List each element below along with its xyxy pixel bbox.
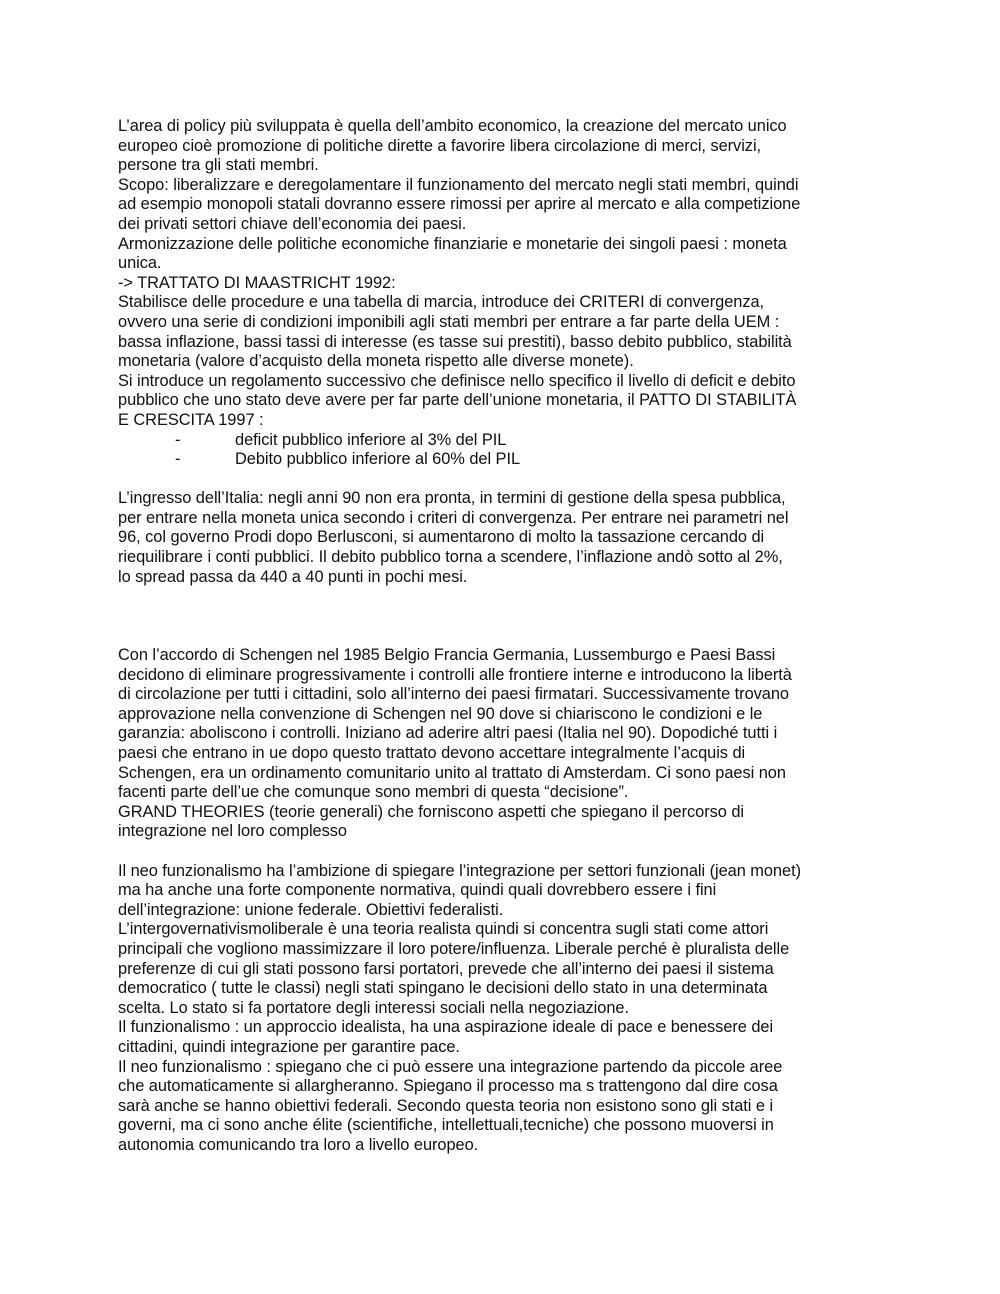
heading-maastricht: -> TRATTATO DI MAASTRICHT 1992:: [118, 273, 396, 292]
text-line: 96, col governo Prodi dopo Berlusconi, si aumentarono di molto la tassazione cercando di: [118, 528, 765, 547]
section-economic-policy: [118, 117, 888, 470]
text-line: approvazione nella convenzione di Schengen nel 90 dove si chiariscono le condizioni e le: [118, 704, 763, 723]
section-italy-entry: [118, 489, 888, 587]
text-line: monetaria (valore d’acquisto della moneta rispetto alle diverse monete).: [118, 352, 634, 371]
text-line: riequilibrare i conti pubblici. Il debito pubblico torna a scendere, l’inflazione andò sotto al 2%,: [118, 548, 783, 567]
text-line: Scopo: liberalizzare e deregolamentare il funzionamento del mercato negli stati membri, quindi: [118, 175, 799, 194]
bullet-text: Debito pubblico inferiore al 60% del PIL: [235, 450, 521, 469]
paragraph-gap: [118, 587, 888, 646]
text-line: unica.: [118, 254, 162, 273]
text-line: dei privati settori chiave dell’economia dei paesi.: [118, 214, 467, 233]
bullet-dash: -: [175, 450, 181, 469]
text-line: Il neo funzionalismo : spiegano che ci può essere una integrazione partendo da piccole aree: [118, 1057, 783, 1076]
text-line: facenti parte dell’ue che comunque sono membri di questa “decisione”.: [118, 783, 629, 802]
text-line: democratico ( tutte le classi) negli stati spingano le decisioni dello stato in una determinata: [118, 979, 768, 998]
text-line: paesi che entrano in ue dopo questo trattato devono accettare integralmente l’acquis di: [118, 744, 746, 763]
text-line: ma ha anche una forte componente normativa, quindi quali dovrebbero essere i fini: [118, 881, 717, 900]
text-line: integrazione nel loro complesso: [118, 822, 347, 841]
text-line: Con l’accordo di Schengen nel 1985 Belgio Francia Germania, Lussemburgo e Paesi Bassi: [118, 646, 776, 665]
text-line: europeo cioè promozione di politiche dirette a favorire libera circolazione di merci, servizi,: [118, 136, 762, 155]
text-line: decidono di eliminare progressivamente i controlli alle frontiere interne e introducono la libertà: [118, 665, 792, 684]
text-line: E CRESCITA 1997 :: [118, 410, 264, 429]
text-line: sarà anche se hanno obiettivi federali. Secondo questa teoria non esistono sono gli stati e i: [118, 1096, 774, 1115]
paragraph-gap: [118, 842, 888, 862]
text-line: di circolazione per tutti i cittadini, solo all’interno dei paesi firmatari. Successivamente trovano: [118, 685, 789, 704]
heading-grand-theories: GRAND THEORIES (teorie generali) che forniscono aspetti che spiegano il percorso di: [118, 802, 744, 821]
text-line: che automaticamente si allargheranno. Spiegano il processo ma s trattengono dal dire cosa: [118, 1077, 778, 1096]
bullet-list: [118, 431, 888, 470]
section-theories: [118, 862, 888, 1156]
document-page: [118, 117, 888, 1155]
list-item: [118, 450, 888, 470]
text-line: governi, ma ci sono anche élite (scientifiche, intellettuali,tecniche) che possono muoversi in: [118, 1116, 774, 1135]
text-line: scelta. Lo stato si fa portatore degli interessi sociali nella negoziazione.: [118, 998, 629, 1017]
text-line: bassa inflazione, bassi tassi di interesse (es tasse sui prestiti), basso debito pubblico, stabilità: [118, 332, 792, 351]
text-line: ad esempio monopoli statali dovranno essere rimossi per aprire al mercato e alla competizione: [118, 195, 801, 214]
text-line: L’intergovernativismoliberale è una teoria realista quindi si concentra sugli stati come attori: [118, 920, 769, 939]
text-line: cittadini, quindi integrazione per garantire pace.: [118, 1037, 460, 1056]
paragraph-gap: [118, 470, 888, 490]
text-line: persone tra gli stati membri.: [118, 156, 319, 175]
text-line: Il funzionalismo : un approccio idealista, ha una aspirazione ideale di pace e benessere dei: [118, 1018, 774, 1037]
text-line: Schengen, era un ordinamento comunitario unito al trattato di Amsterdam. Ci sono paesi non: [118, 763, 786, 782]
list-item: [118, 431, 888, 451]
text-line: L’ingresso dell’Italia: negli anni 90 non era pronta, in termini di gestione della spesa pubblica,: [118, 489, 786, 508]
text-line: ovvero una serie di condizioni imponibili agli stati membri per entrare a far parte della UEM :: [118, 312, 780, 331]
bullet-text: deficit pubblico inferiore al 3% del PIL: [235, 430, 507, 449]
bullet-dash: -: [175, 430, 181, 449]
text-line: garanzia: aboliscono i controlli. Iniziano ad aderire altri paesi (Italia nel 90). Dopodiché tutti i: [118, 724, 778, 743]
text-line: Armonizzazione delle politiche economiche finanziarie e monetarie dei singoli paesi : moneta: [118, 234, 787, 253]
text-line: lo spread passa da 440 a 40 punti in pochi mesi.: [118, 567, 468, 586]
text-line: Il neo funzionalismo ha l’ambizione di spiegare l’integrazione per settori funzionali (jean monet): [118, 861, 801, 880]
text-line: pubblico che uno stato deve avere per far parte dell’unione monetaria, il PATTO DI STABILITÀ: [118, 391, 797, 410]
text-line: per entrare nella moneta unica secondo i criteri di convergenza. Per entrare nei parametri nel: [118, 508, 789, 527]
text-line: dell’integrazione: unione federale. Obiettivi federalisti.: [118, 900, 504, 919]
text-line: preferenze di cui gli stati possono farsi portatori, prevede che all’interno dei paesi il sistema: [118, 959, 774, 978]
section-schengen: [118, 646, 888, 842]
text-line: autonomia comunicando tra loro a livello europeo.: [118, 1135, 479, 1154]
text-line: Si introduce un regolamento successivo che definisce nello specifico il livello di deficit e debito: [118, 371, 796, 390]
text-line: principali che vogliono massimizzare il loro potere/influenza. Liberale perché è pluralista delle: [118, 939, 790, 958]
text-line: L’area di policy più sviluppata è quella dell’ambito economico, la creazione del mercato unico: [118, 117, 787, 135]
text-line: Stabilisce delle procedure e una tabella di marcia, introduce dei CRITERI di convergenza,: [118, 293, 765, 312]
